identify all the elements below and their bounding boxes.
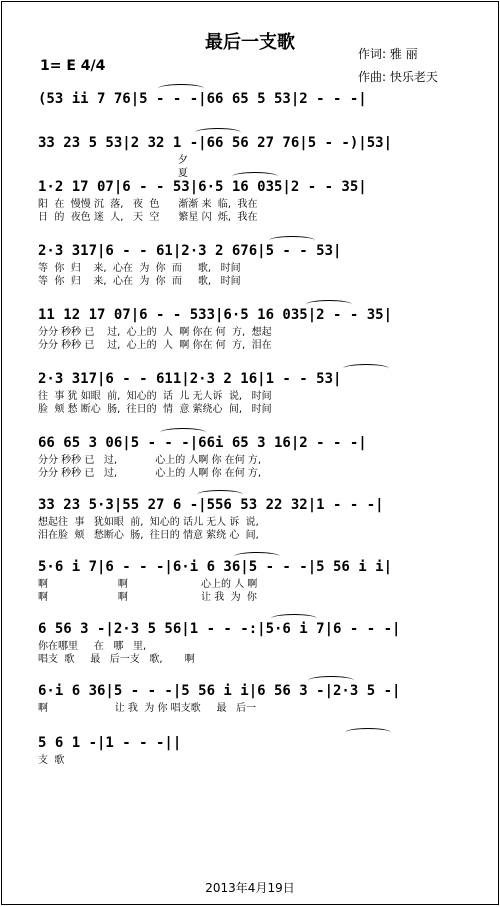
lyric-line: 往 事 犹 如眼 前, 知心的 话 儿 无人诉 说, 时间 <box>38 391 272 402</box>
lyric-line: 日 的 夜色 迷 人, 天 空 繁星 闪 烁, 我在 <box>38 212 258 223</box>
notation-line: 2·3 317|6 - - 61|2·3 2 676|5 - - 53| <box>38 243 342 259</box>
key-signature: 1= E 4/4 <box>40 58 106 74</box>
lyric-line: 夕 <box>38 155 188 166</box>
score-system <box>38 556 478 618</box>
score-system <box>38 618 478 680</box>
slur-mark <box>158 84 204 93</box>
date-footer: 2013年4月19日 <box>205 881 295 895</box>
lyric-line <box>38 767 478 780</box>
lyric-line: 分分 秒秒 已 过, 心上的 人 啊 你在 何 方, 想起 <box>38 327 272 338</box>
lyric-line: 想起往 事 犹如眼 前, 知心的 话儿 无人 诉 说, <box>38 517 259 528</box>
notation-line: 66 65 3 06|5 - - -|66i 65 3 16|2 - - -| <box>38 435 367 451</box>
slur-mark <box>308 676 354 685</box>
slur-mark <box>160 428 206 437</box>
lyric-line: 分分 秒秒 已 过, 心上的 人啊 你 在何 方, <box>38 455 262 466</box>
lyric-line: 等 你 归 来, 心在 为 你 而 歌, 时间 <box>38 276 241 287</box>
lyric-line: 分分 秒秒 已 过, 心上的 人啊 你 在何 方, <box>38 468 262 479</box>
lyric-line: 等 你 归 来, 心在 为 你 而 歌, 时间 <box>38 263 241 274</box>
slur-mark <box>345 728 391 737</box>
slur-mark <box>232 172 278 181</box>
score-system <box>38 132 478 179</box>
score-system <box>38 304 478 368</box>
lyric-line: 支 歌 <box>38 755 65 766</box>
lyric-line: 你在哪里 在 哪 里, <box>38 641 147 652</box>
notation-line: 1·2 17 07|6 - - 53|6·5 16 035|2 - - 35| <box>38 179 367 195</box>
lyric-line: 啊 让 我 为 你 唱支歌 最 后一 <box>38 703 257 714</box>
lyric-line: 唱支 歌 最 后一支 歌, 啊 <box>38 654 195 665</box>
lyricist-credit: 作词: 雅 丽 <box>358 47 418 61</box>
score-system <box>38 432 478 494</box>
notation-line: 6·i 6 36|5 - - -|5 56 i i|6 56 3 -|2·3 5 -| <box>38 683 401 699</box>
score-body <box>38 88 478 772</box>
slur-mark <box>269 236 315 245</box>
composer-credit: 作曲: 快乐老天 <box>358 70 438 84</box>
lyric-line: 夏 <box>38 168 188 179</box>
score-system <box>38 176 478 240</box>
score-system <box>38 88 478 132</box>
slur-mark <box>306 300 352 309</box>
lyric-line: 泪在脸 颊 愁断心 肠, 往日的 情意 萦绕 心 间, <box>38 530 259 541</box>
song-title: 最后一支歌 <box>205 32 295 53</box>
lyric-line: 阳 在 慢慢 沉 落, 夜 色 渐渐 来 临, 我在 <box>38 199 258 210</box>
score-system <box>38 240 478 304</box>
notation-line: 2·3 317|6 - - 611|2·3 2 16|1 - - 53| <box>38 371 342 387</box>
lyric-line: 分分 秒秒 已 过, 心上的 人 啊 你在 何 方, 泪在 <box>38 340 272 351</box>
notation-line: 33 23 5 53|2 32 1 -|66 56 27 76|5 - -)|53| <box>38 135 393 151</box>
lyric-line: 脸 颊 愁 断心 肠, 往日的 情 意 萦绕心 间, 时间 <box>38 404 272 415</box>
score-system <box>38 368 478 432</box>
notation-line: 5·6 i 7|6 - - -|6·i 6 36|5 - - -|5 56 i i| <box>38 559 393 575</box>
slur-mark <box>271 614 317 623</box>
slur-mark <box>197 490 243 499</box>
notation-line: (53 ii 7 76|5 - - -|66 65 5 53|2 - - -| <box>38 91 367 107</box>
score-system <box>38 680 478 732</box>
score-system <box>38 732 478 772</box>
notation-line: 11 12 17 07|6 - - 533|6·5 16 035|2 - - 35| <box>38 307 393 323</box>
notation-line: 5 6 1 -|1 - - -|| <box>38 735 182 751</box>
score-sheet <box>1 1 499 905</box>
lyric-line: 啊 啊 心上的 人 啊 <box>38 579 258 590</box>
slur-mark <box>343 364 389 373</box>
slur-mark <box>195 128 241 137</box>
slur-mark <box>234 552 280 561</box>
notation-line: 6 56 3 -|2·3 5 56|1 - - -:|5·6 i 7|6 - - -| <box>38 621 401 637</box>
notation-line: 33 23 5·3|55 27 6 -|556 53 22 32|1 - - -| <box>38 497 384 513</box>
lyric-line: 啊 啊 让 我 为 你 <box>38 592 257 603</box>
score-system <box>38 494 478 556</box>
lyric-line <box>38 715 478 728</box>
